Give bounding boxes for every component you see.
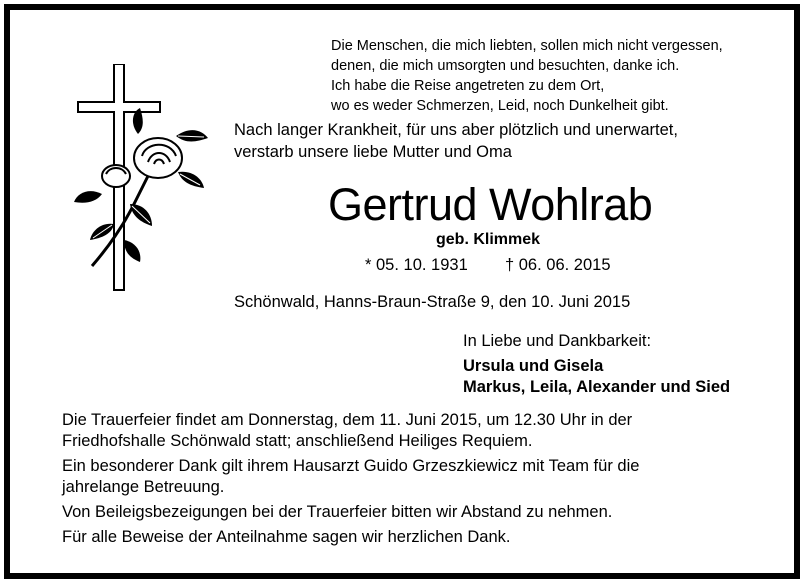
poem-line: Ich habe die Reise angetreten zu dem Ort,: [331, 78, 605, 94]
condolences-note: Von Beileigsbezeigungen bei der Trauerfeier bitten wir Abstand zu nehmen.: [62, 503, 613, 521]
place-and-date: Schönwald, Hanns-Braun-Straße 9, den 10. Juni 2015: [234, 293, 631, 311]
poem-line: wo es weder Schmerzen, Leid, noch Dunkelheit gibt.: [331, 98, 669, 114]
poem: [331, 36, 723, 116]
funeral-info: [62, 410, 639, 452]
funeral-line: Die Trauerfeier findet am Donnerstag, dem 11. Juni 2015, um 12.30 Uhr in der: [62, 411, 633, 429]
closing-notes: [62, 410, 639, 552]
mourner-names: Ursula und Gisela: [463, 357, 604, 375]
obituary-frame: [4, 4, 800, 579]
poem-line: denen, die mich umsorgten und besuchten, danke ich.: [331, 58, 680, 74]
intro-line: verstarb unsere liebe Mutter und Oma: [234, 143, 512, 161]
deceased-name: Gertrud Wohlrab: [328, 179, 653, 230]
announcement-intro: [234, 119, 678, 163]
doctor-thanks-line: jahrelange Betreuung.: [62, 478, 225, 496]
funeral-line: Friedhofshalle Schönwald statt; anschließend Heiliges Requiem.: [62, 432, 533, 450]
intro-line: Nach langer Krankheit, für uns aber plötzlich und unerwartet,: [234, 121, 678, 139]
gratitude-note: Für alle Beweise der Anteilnahme sagen wir herzlichen Dank.: [62, 528, 511, 546]
mourner-names: Markus, Leila, Alexander und Sied: [463, 378, 731, 396]
doctor-thanks: [62, 456, 639, 498]
death-date: † 06. 06. 2015: [505, 256, 611, 274]
doctor-thanks-line: Ein besonderer Dank gilt ihrem Hausarzt Guido Grzeszkiewicz mit Team für die: [62, 457, 640, 475]
mourners-heading: In Liebe und Dankbarkeit:: [463, 332, 652, 350]
cross-with-rose-icon: [66, 64, 216, 304]
mourners-list: [463, 356, 730, 398]
poem-line: Die Menschen, die mich liebten, sollen mich nicht vergessen,: [331, 38, 723, 54]
birth-date: * 05. 10. 1931: [365, 256, 468, 274]
birth-name: geb. Klimmek: [436, 231, 541, 248]
